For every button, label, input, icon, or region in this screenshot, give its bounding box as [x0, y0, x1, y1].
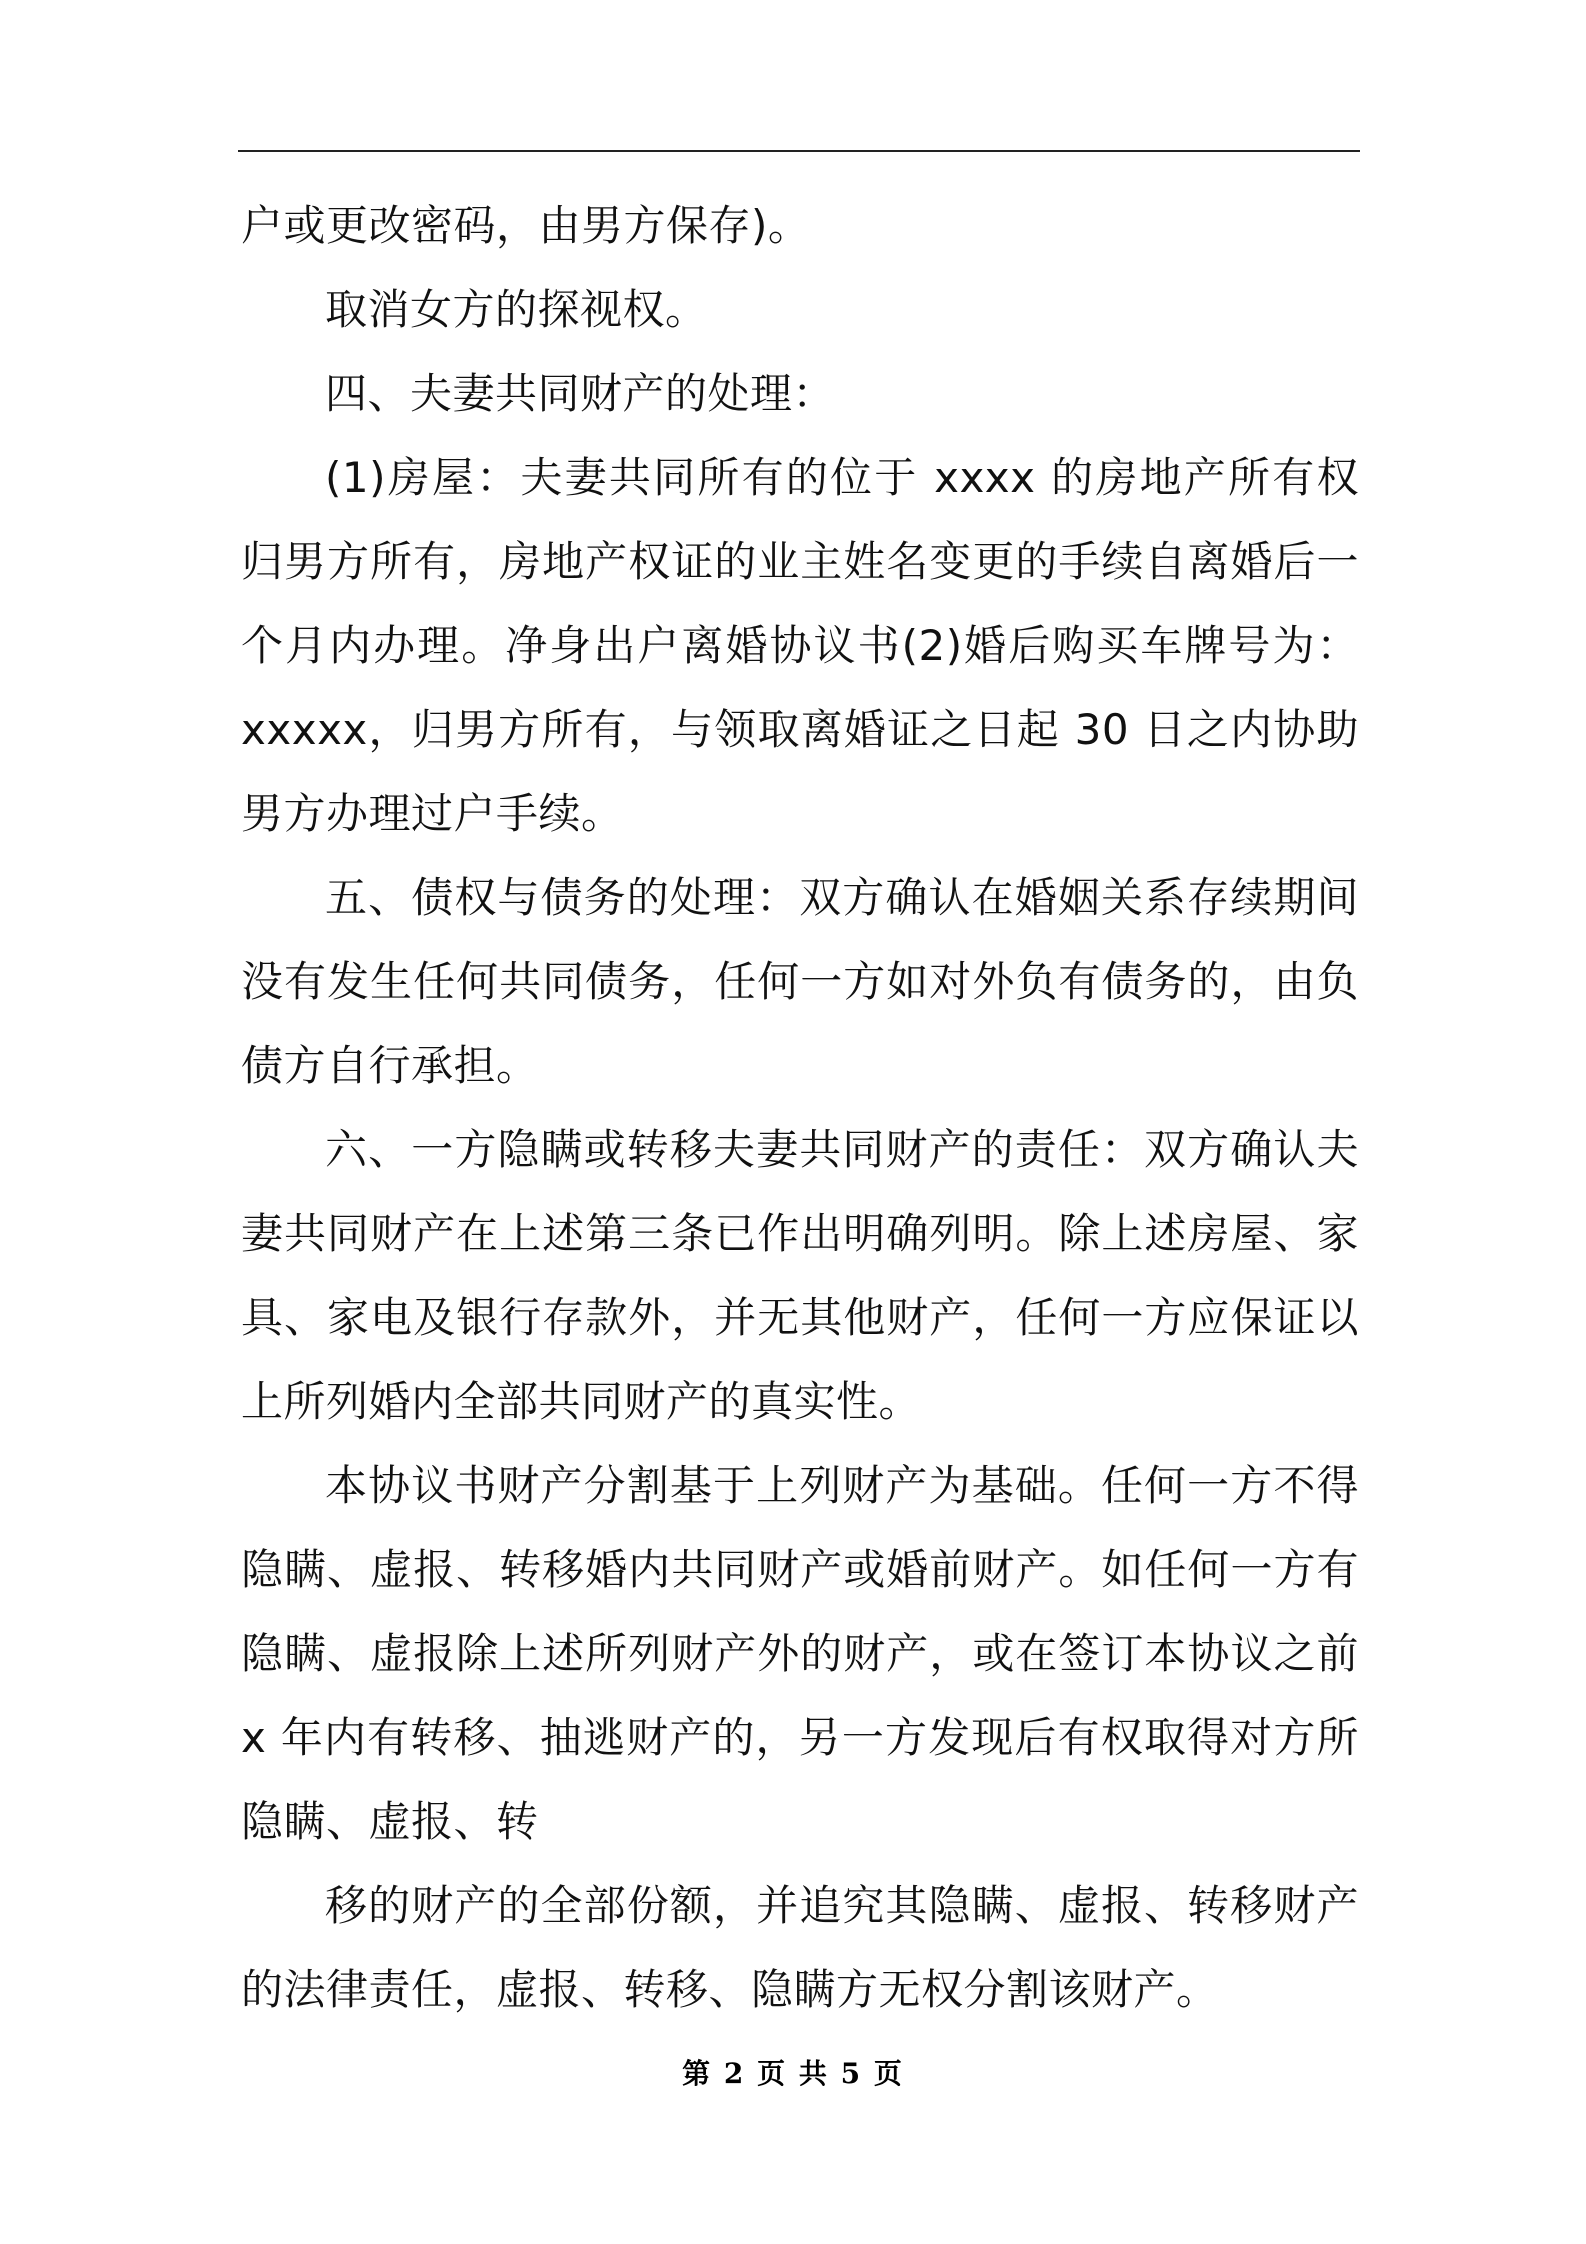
page-number: 第 2 页 共 5 页: [682, 2057, 904, 2090]
paragraph-8: 移的财产的全部份额，并追究其隐瞒、虚报、转移财产的法律责任，虚报、转移、隐瞒方无权分割该财产。: [241, 1881, 1359, 2014]
paragraph-6: 六、一方隐瞒或转移夫妻共同财产的责任：双方确认夫妻共同财产在上述第三条已作出明确列明。除上述房屋、家具、家电及银行存款外，并无其他财产，任何一方应保证以上所列婚内全部共同财产的真实性。: [241, 1125, 1359, 1426]
paragraph-2: 取消女方的探视权。: [325, 285, 708, 334]
document-body: [241, 184, 1359, 2032]
paragraph-4: (1)房屋：夫妻共同所有的位于 xxxx 的房地产所有权归男方所有，房地产权证的业主姓名变更的手续自离婚后一个月内办理。净身出户离婚协议书(2)婚后购买车牌号为：xxxxx，归男方所有，与领取离婚证之日起 30 日之内协助男方办理过户手续。: [241, 453, 1359, 838]
header-rule: [238, 150, 1360, 152]
paragraph-7: 本协议书财产分割基于上列财产为基础。任何一方不得隐瞒、虚报、转移婚内共同财产或婚前财产。如任何一方有隐瞒、虚报除上述所列财产外的财产，或在签订本协议之前 x 年内有转移、抽逃财产的，另一方发现后有权取得对方所隐瞒、虚报、转: [241, 1461, 1359, 1846]
section-heading-4: 四、夫妻共同财产的处理：: [325, 369, 836, 418]
paragraph-1: 户或更改密码，由男方保存)。: [241, 201, 811, 250]
paragraph-5: 五、债权与债务的处理：双方确认在婚姻关系存续期间没有发生任何共同债务，任何一方如对外负有债务的，由负债方自行承担。: [241, 873, 1359, 1090]
